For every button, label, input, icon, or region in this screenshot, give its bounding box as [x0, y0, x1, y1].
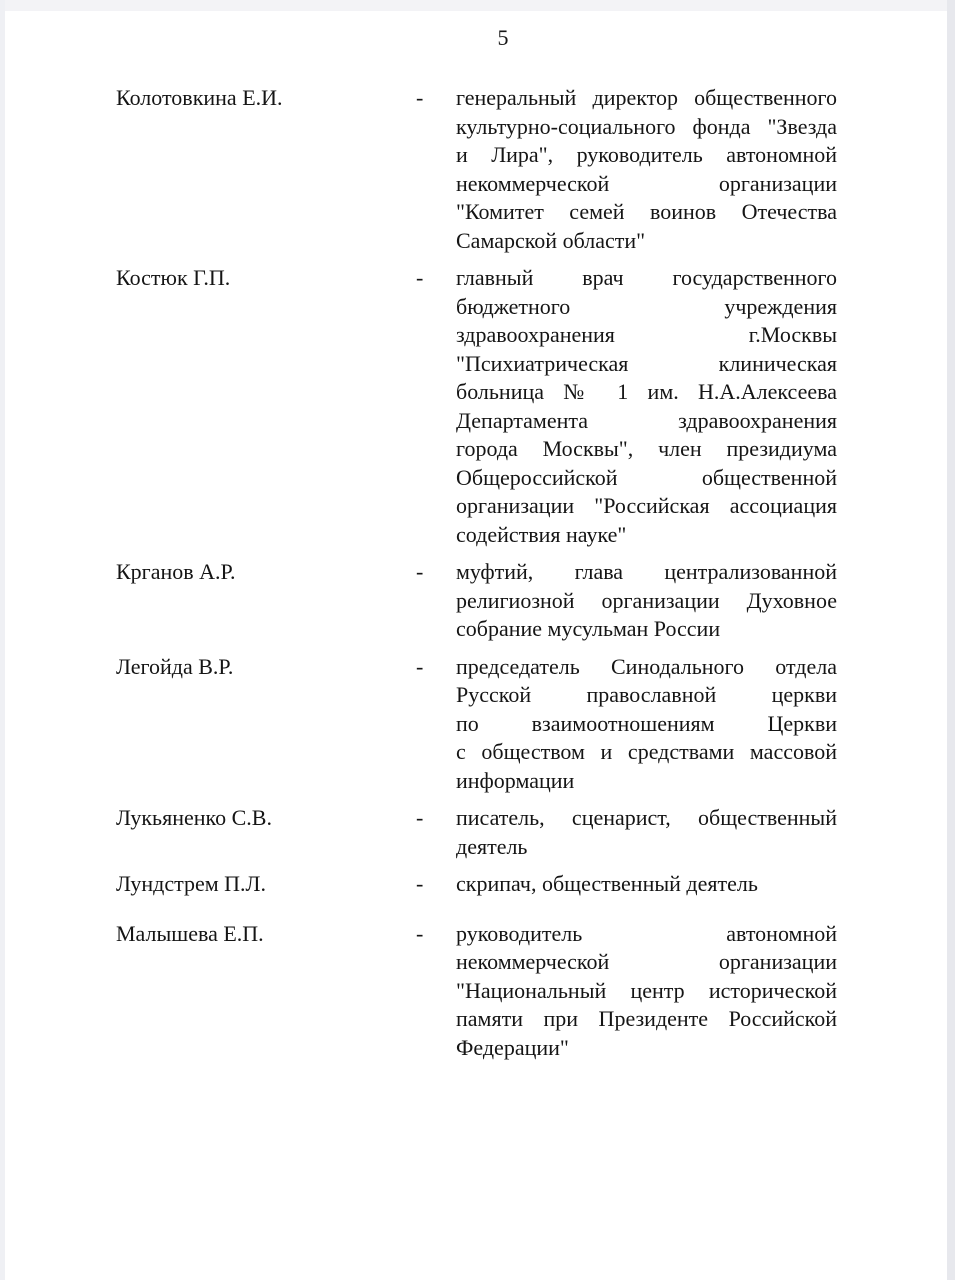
- description-line: памяти при Президенте Российской: [456, 1006, 837, 1031]
- description-line: Общероссийской общественной: [456, 464, 837, 490]
- separator-dash: -: [416, 920, 424, 946]
- entries-list: [116, 84, 836, 1062]
- list-item: [116, 804, 836, 861]
- description-line: собрание мусульман России: [456, 616, 721, 641]
- description-line: содействия науке": [456, 521, 627, 547]
- separator-dash: -: [416, 559, 424, 584]
- person-description: [456, 804, 837, 861]
- description-line: главный врач государственного: [456, 265, 837, 290]
- description-line: писатель, сценарист, общественный: [456, 805, 837, 830]
- person-description: [456, 920, 837, 1063]
- description-line: деятель: [456, 833, 528, 859]
- description-line: религиозной организации Духовное: [456, 587, 837, 613]
- description-line: Самарской области": [456, 227, 646, 253]
- separator-dash: -: [416, 805, 424, 830]
- person-name: Костюк Г.П.: [116, 265, 231, 290]
- description-line: Департамента здравоохранения: [456, 407, 837, 433]
- person-name: Легойда В.Р.: [116, 653, 234, 679]
- person-name: Лукьяненко С.В.: [116, 805, 272, 830]
- description-line: бюджетного учреждения: [456, 293, 837, 319]
- description-line: города Москвы", член президиума: [456, 436, 837, 461]
- person-name: Крганов А.Р.: [116, 559, 236, 584]
- person-description: [456, 84, 837, 255]
- page-number: 5: [497, 25, 509, 50]
- description-line: некоммерческой организации: [456, 170, 837, 196]
- description-line: с обществом и средствами массовой: [456, 739, 837, 764]
- description-line: и Лира", руководитель автономной: [456, 142, 837, 167]
- person-description: [456, 870, 837, 899]
- description-line: генеральный директор общественного: [456, 85, 837, 110]
- description-line: организации "Российская ассоциация: [456, 493, 837, 518]
- person-description: [456, 653, 837, 796]
- person-name: Колотовкина Е.И.: [116, 85, 283, 110]
- list-item: [116, 653, 836, 796]
- description-line: Русской православной церкви: [456, 682, 837, 707]
- description-line: больница № 1 им. Н.А.Алексеева: [456, 379, 837, 404]
- description-line: культурно-социального фонда "Звезда: [456, 113, 837, 139]
- list-item: [116, 264, 836, 549]
- list-item: [116, 870, 836, 899]
- description-line: здравоохранения г.Москвы: [456, 322, 837, 347]
- description-line: "Национальный центр исторической: [456, 977, 837, 1003]
- description-line: председатель Синодального отдела: [456, 653, 837, 679]
- description-line: Федерации": [456, 1034, 569, 1060]
- description-line: "Психиатрическая клиническая: [456, 350, 837, 376]
- person-description: [456, 264, 837, 549]
- description-line: "Комитет семей воинов Отечества: [456, 199, 837, 224]
- description-line: некоммерческой организации: [456, 949, 837, 974]
- separator-dash: -: [416, 653, 424, 679]
- list-item: [116, 558, 836, 644]
- description-line: муфтий, глава централизованной: [456, 559, 837, 584]
- separator-dash: -: [416, 265, 424, 290]
- separator-dash: -: [416, 85, 424, 110]
- person-name: Малышева Е.П.: [116, 920, 264, 946]
- person-name: Лундстрем П.Л.: [116, 871, 266, 896]
- person-description: [456, 558, 837, 644]
- description-line: скрипач, общественный деятель: [456, 871, 758, 896]
- description-line: руководитель автономной: [456, 920, 837, 946]
- separator-dash: -: [416, 871, 424, 896]
- list-item: [116, 920, 836, 1063]
- list-item: [116, 84, 836, 255]
- description-line: по взаимоотношениям Церкви: [456, 710, 837, 736]
- description-line: информации: [456, 767, 575, 793]
